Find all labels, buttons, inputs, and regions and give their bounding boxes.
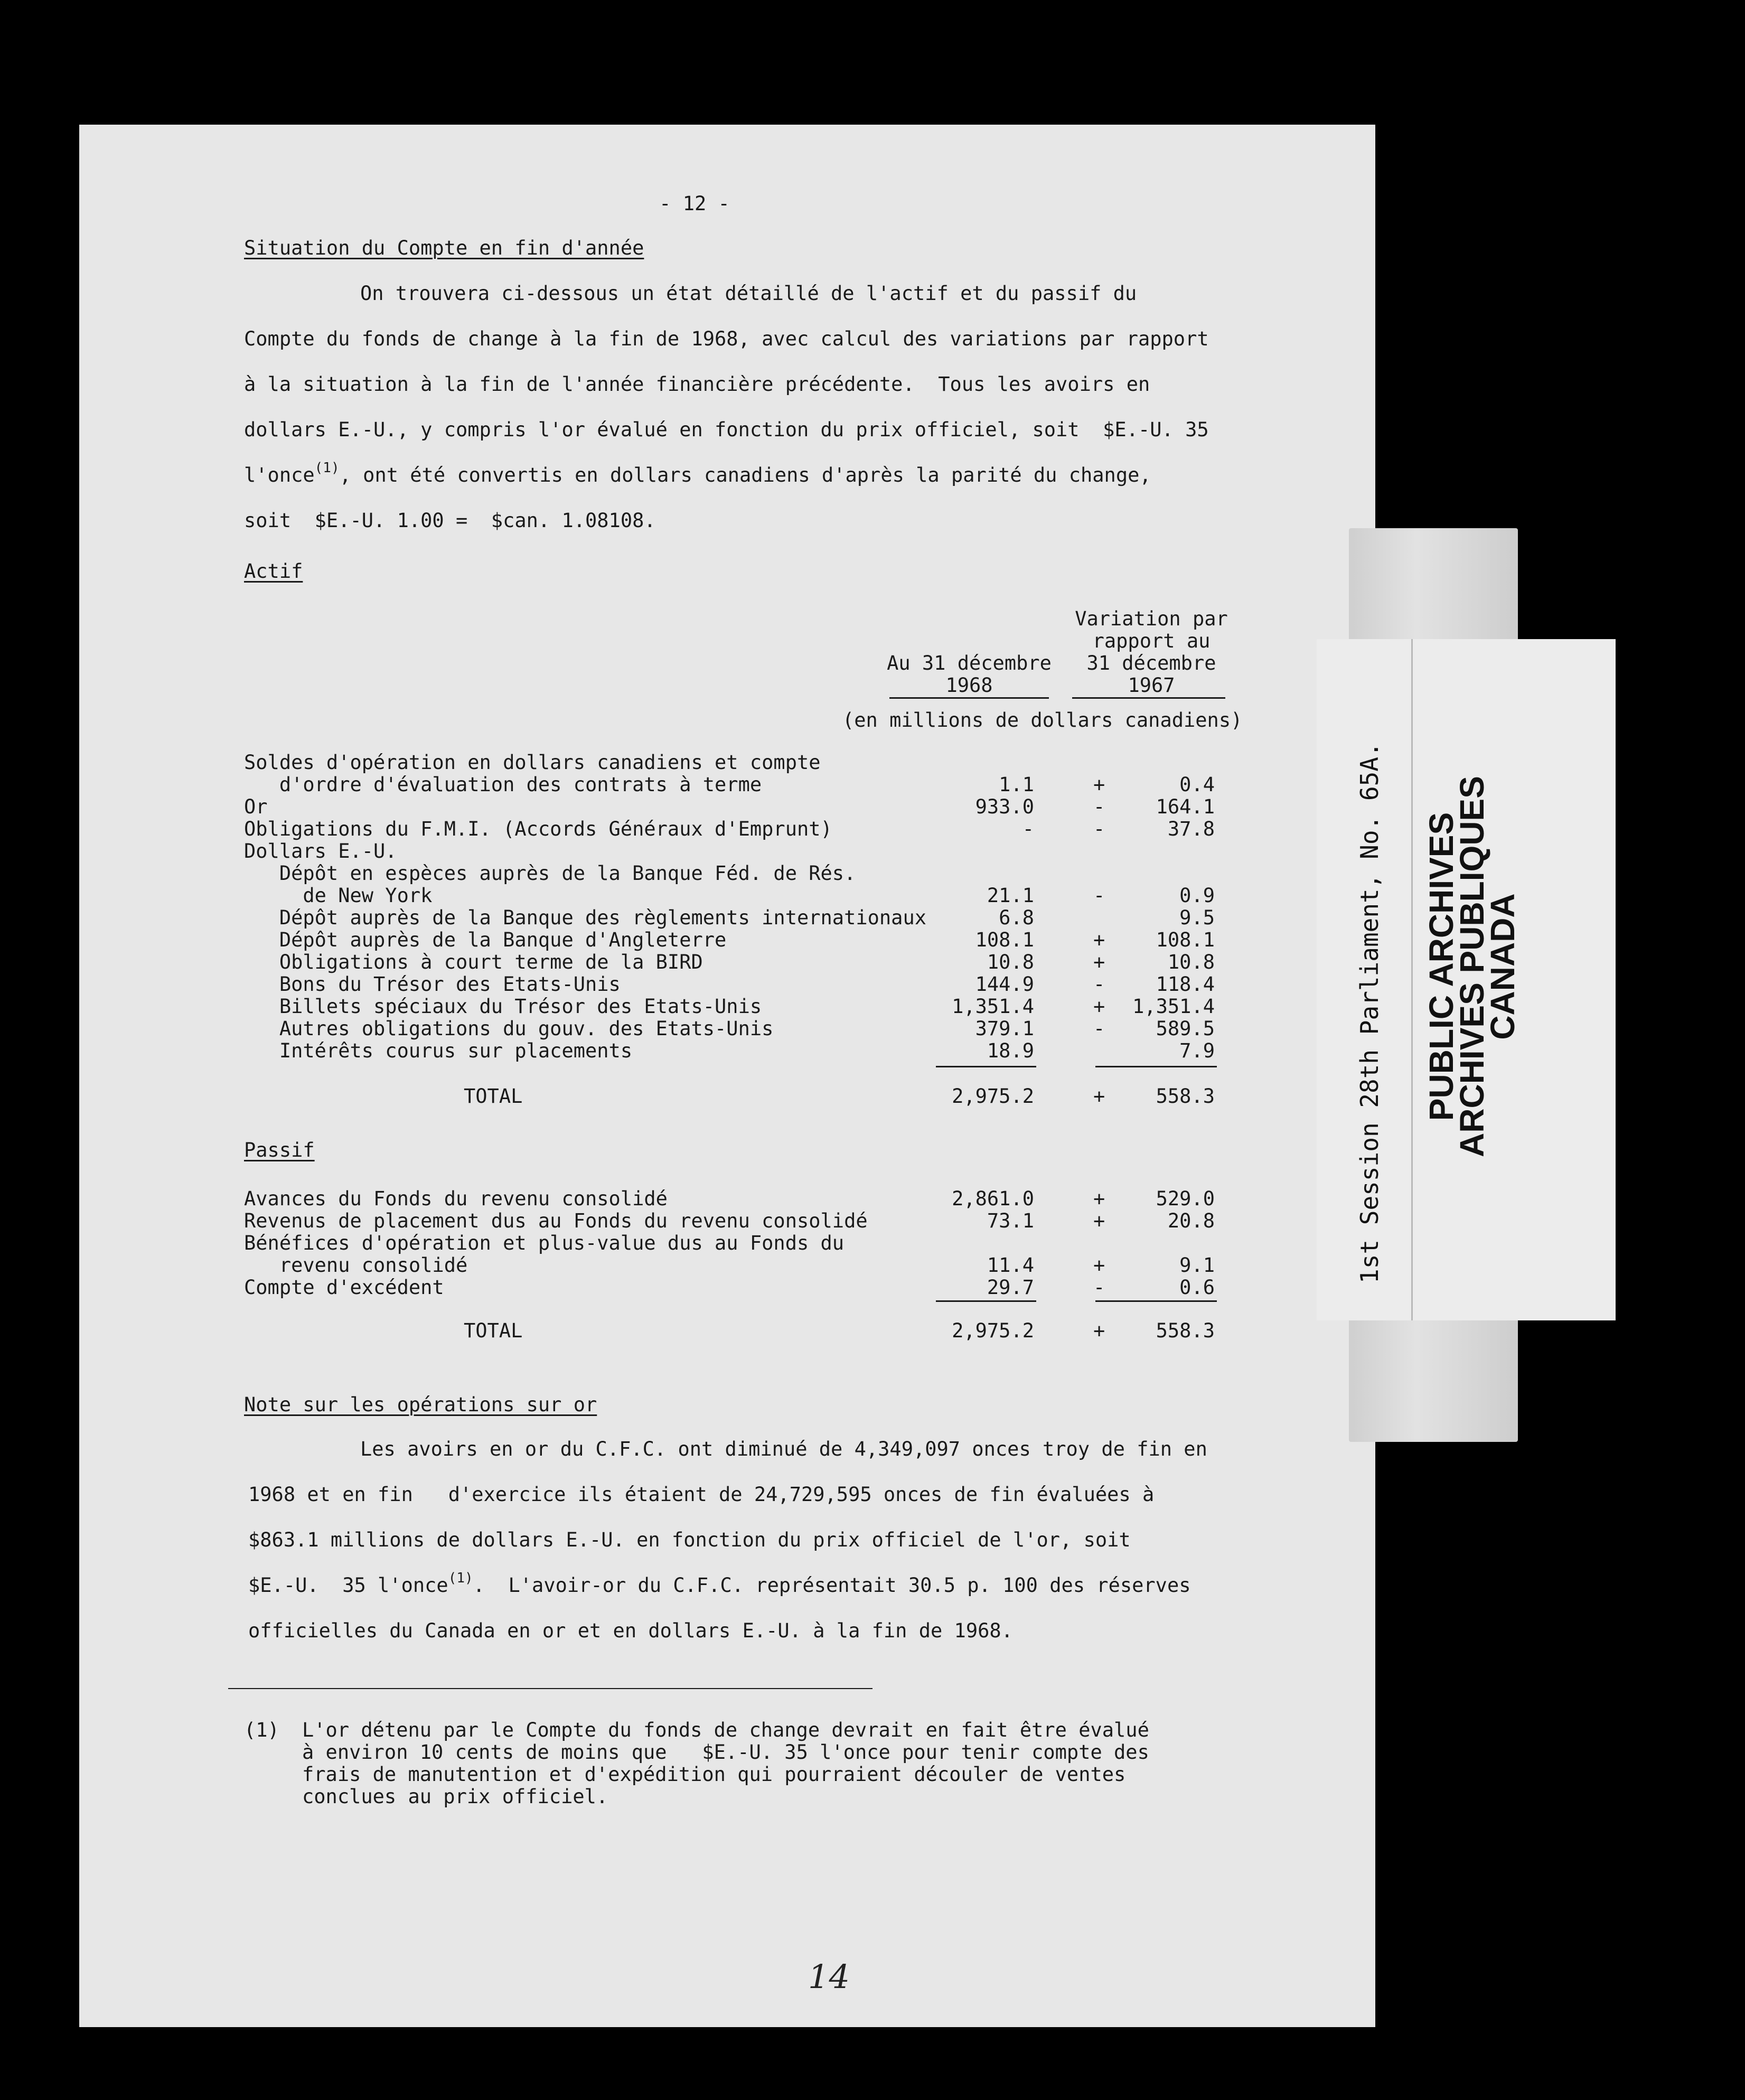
table-cell-variation: 7.9 bbox=[1179, 1039, 1215, 1062]
table-cell-sign: + bbox=[1093, 773, 1105, 796]
table-cell-variation: 9.1 bbox=[1179, 1254, 1215, 1277]
paragraph-text: . L'avoir-or du C.F.C. représentait 30.5 p. 100 des réserves bbox=[473, 1574, 1191, 1597]
table-cell-1968: 73.1 bbox=[987, 1210, 1034, 1232]
table-cell-1968: 11.4 bbox=[987, 1254, 1034, 1277]
table-cell-1968: 1.1 bbox=[999, 773, 1034, 796]
column-header-1968-line2: 1968 bbox=[945, 674, 993, 697]
table-cell-1968: - bbox=[1022, 818, 1034, 840]
table-cell-sign: + bbox=[1093, 929, 1105, 951]
table-row-label: Billets spéciaux du Trésor des Etats-Unis bbox=[244, 995, 762, 1018]
column-header-variation-line1: Variation par bbox=[1075, 607, 1228, 630]
section-heading-note: Note sur les opérations sur or bbox=[244, 1393, 597, 1416]
total-variation: 558.3 bbox=[1156, 1085, 1215, 1108]
total-sign: + bbox=[1093, 1085, 1105, 1108]
footnote-line: conclues au prix officiel. bbox=[302, 1785, 608, 1808]
sum-rule bbox=[1095, 1066, 1217, 1067]
table-cell-sign: - bbox=[1093, 1017, 1105, 1040]
table-cell-variation: 0.9 bbox=[1179, 884, 1215, 907]
table-row-label: Dépôt auprès de la Banque d'Angleterre bbox=[244, 929, 727, 951]
table-cell-sign: - bbox=[1093, 795, 1105, 818]
table-row-label: Bénéfices d'opération et plus-value dus au Fonds du bbox=[244, 1232, 845, 1254]
paragraph-line: Compte du fonds de change à la fin de 1968, avec calcul des variations par rapport bbox=[244, 327, 1209, 350]
units-note: (en millions de dollars canadiens) bbox=[842, 709, 1243, 732]
table-cell-variation: 118.4 bbox=[1156, 973, 1215, 996]
table-cell-sign: - bbox=[1093, 818, 1105, 840]
table-cell-sign: - bbox=[1093, 973, 1105, 996]
table-cell-1968: 29.7 bbox=[987, 1276, 1034, 1299]
paragraph-line bbox=[248, 1570, 1191, 1597]
table-cell-1968: 2,861.0 bbox=[952, 1187, 1034, 1210]
paragraph-line: soit $E.-U. 1.00 = $can. 1.08108. bbox=[244, 509, 656, 532]
paragraph-line: 1968 et en fin d'exercice ils étaient de 24,729,595 onces de fin évaluées à bbox=[248, 1483, 1155, 1506]
table-row-label: Soldes d'opération en dollars canadiens et compte bbox=[244, 751, 821, 774]
total-1968: 2,975.2 bbox=[952, 1085, 1034, 1108]
table-row-label: Autres obligations du gouv. des Etats-Unis bbox=[244, 1017, 774, 1040]
document-page bbox=[79, 125, 1375, 2027]
column-header-variation-line3: 31 décembre bbox=[1086, 652, 1216, 674]
table-cell-1968: 10.8 bbox=[987, 951, 1034, 973]
footnote-reference: (1) bbox=[448, 1570, 473, 1586]
session-label: 1st Session 28th Parliament, No. 65A. bbox=[1355, 742, 1384, 1283]
handwritten-page-number: 14 bbox=[808, 1957, 850, 1996]
table-row-label: Or bbox=[244, 795, 268, 818]
archive-card-crease bbox=[1411, 639, 1413, 1320]
paragraph-line: à la situation à la fin de l'année financière précédente. Tous les avoirs en bbox=[244, 373, 1150, 396]
table-cell-1968: 933.0 bbox=[975, 795, 1034, 818]
sum-rule bbox=[1095, 1300, 1217, 1302]
table-cell-1968: 18.9 bbox=[987, 1039, 1034, 1062]
table-cell-1968: 1,351.4 bbox=[952, 995, 1034, 1018]
section-heading-situation: Situation du Compte en fin d'année bbox=[244, 237, 644, 259]
table-cell-1968: 108.1 bbox=[975, 929, 1034, 951]
paragraph-line: Les avoirs en or du C.F.C. ont diminué de 4,349,097 onces troy de fin en bbox=[360, 1438, 1207, 1460]
table-cell-sign: + bbox=[1093, 1187, 1105, 1210]
table-cell-sign: - bbox=[1093, 884, 1105, 907]
footnote-separator bbox=[228, 1688, 872, 1689]
paragraph-line: $863.1 millions de dollars E.-U. en fonction du prix officiel de l'or, soit bbox=[248, 1529, 1131, 1551]
table-cell-sign: + bbox=[1093, 951, 1105, 973]
table-cell-1968: 6.8 bbox=[999, 906, 1034, 929]
column-header-variation-line4: 1967 bbox=[1128, 674, 1175, 697]
table-row-label: de New York bbox=[244, 884, 433, 907]
total-variation: 558.3 bbox=[1156, 1319, 1215, 1342]
total-1968: 2,975.2 bbox=[952, 1319, 1034, 1342]
table-row-label: d'ordre d'évaluation des contrats à terme bbox=[244, 773, 762, 796]
table-row-label: Intérêts courus sur placements bbox=[244, 1039, 633, 1062]
table-cell-sign: + bbox=[1093, 1210, 1105, 1232]
table-cell-1968: 144.9 bbox=[975, 973, 1034, 996]
table-cell-1968: 21.1 bbox=[987, 884, 1034, 907]
section-heading-actif: Actif bbox=[244, 560, 303, 583]
section-heading-passif: Passif bbox=[244, 1139, 315, 1161]
table-row-label: Compte d'excédent bbox=[244, 1276, 444, 1299]
total-label: TOTAL bbox=[464, 1085, 523, 1108]
stamp-line: CANADA bbox=[1484, 893, 1522, 1040]
table-cell-variation: 108.1 bbox=[1156, 929, 1215, 951]
footnote-line: à environ 10 cents de moins que $E.-U. 35 l'once pour tenir compte des bbox=[302, 1741, 1149, 1764]
column-header-variation-line2: rapport au bbox=[1092, 630, 1211, 652]
table-cell-sign: + bbox=[1093, 995, 1105, 1018]
table-cell-variation: 1,351.4 bbox=[1132, 995, 1215, 1018]
stamp-line: ARCHIVES PUBLIQUES bbox=[1453, 776, 1491, 1157]
page-number: - 12 - bbox=[659, 192, 730, 215]
footnote-reference: (1) bbox=[314, 460, 340, 476]
table-row-label: Dépôt en espèces auprès de la Banque Féd. de Rés. bbox=[244, 862, 856, 885]
table-row-label: Dépôt auprès de la Banque des règlements internationaux bbox=[244, 906, 927, 929]
sum-rule bbox=[936, 1066, 1036, 1067]
table-cell-variation: 20.8 bbox=[1167, 1210, 1215, 1232]
column-header-1968-line1: Au 31 décembre bbox=[887, 652, 1052, 674]
paragraph-line bbox=[244, 460, 1151, 487]
footnote-line: frais de manutention et d'expédition qui pourraient découler de ventes bbox=[302, 1763, 1126, 1786]
column-header-rule bbox=[889, 697, 1049, 699]
paragraph-line: dollars E.-U., y compris l'or évalué en fonction du prix officiel, soit $E.-U. 35 bbox=[244, 418, 1209, 441]
table-row-label: Avances du Fonds du revenu consolidé bbox=[244, 1187, 668, 1210]
table-cell-variation: 9.5 bbox=[1179, 906, 1215, 929]
paragraph-text: $E.-U. 35 l'once bbox=[248, 1574, 448, 1597]
table-cell-sign: - bbox=[1093, 1276, 1105, 1299]
table-cell-variation: 10.8 bbox=[1167, 951, 1215, 973]
table-row-label: Obligations du F.M.I. (Accords Généraux d'Emprunt) bbox=[244, 818, 832, 840]
paragraph-text: , ont été convertis en dollars canadiens d'après la parité du change, bbox=[339, 464, 1151, 486]
footnote-line: L'or détenu par le Compte du fonds de change devrait en fait être évalué bbox=[302, 1719, 1149, 1741]
paragraph-line: On trouvera ci-dessous un état détaillé de l'actif et du passif du bbox=[360, 282, 1137, 305]
table-cell-variation: 37.8 bbox=[1167, 818, 1215, 840]
table-row-label: Dollars E.-U. bbox=[244, 840, 397, 862]
table-cell-1968: 379.1 bbox=[975, 1017, 1034, 1040]
table-row-label: Bons du Trésor des Etats-Unis bbox=[244, 973, 621, 996]
table-cell-variation: 589.5 bbox=[1156, 1017, 1215, 1040]
table-cell-variation: 0.6 bbox=[1179, 1276, 1215, 1299]
sum-rule bbox=[936, 1300, 1036, 1302]
table-cell-variation: 164.1 bbox=[1156, 795, 1215, 818]
total-label: TOTAL bbox=[464, 1319, 523, 1342]
column-header-rule bbox=[1072, 697, 1225, 699]
footnote-marker: (1) bbox=[244, 1719, 279, 1741]
table-cell-variation: 529.0 bbox=[1156, 1187, 1215, 1210]
table-row-label: Revenus de placement dus au Fonds du revenu consolidé bbox=[244, 1210, 868, 1232]
table-cell-variation: 0.4 bbox=[1179, 773, 1215, 796]
archives-stamp bbox=[1422, 766, 1522, 1167]
table-row-label: revenu consolidé bbox=[244, 1254, 468, 1277]
paragraph-line: officielles du Canada en or et en dollars E.-U. à la fin de 1968. bbox=[248, 1619, 1013, 1642]
stamp-line: PUBLIC ARCHIVES bbox=[1422, 812, 1460, 1121]
total-sign: + bbox=[1093, 1319, 1105, 1342]
table-cell-sign: + bbox=[1093, 1254, 1105, 1277]
paragraph-text: l'once bbox=[244, 464, 315, 486]
table-row-label: Obligations à court terme de la BIRD bbox=[244, 951, 703, 973]
